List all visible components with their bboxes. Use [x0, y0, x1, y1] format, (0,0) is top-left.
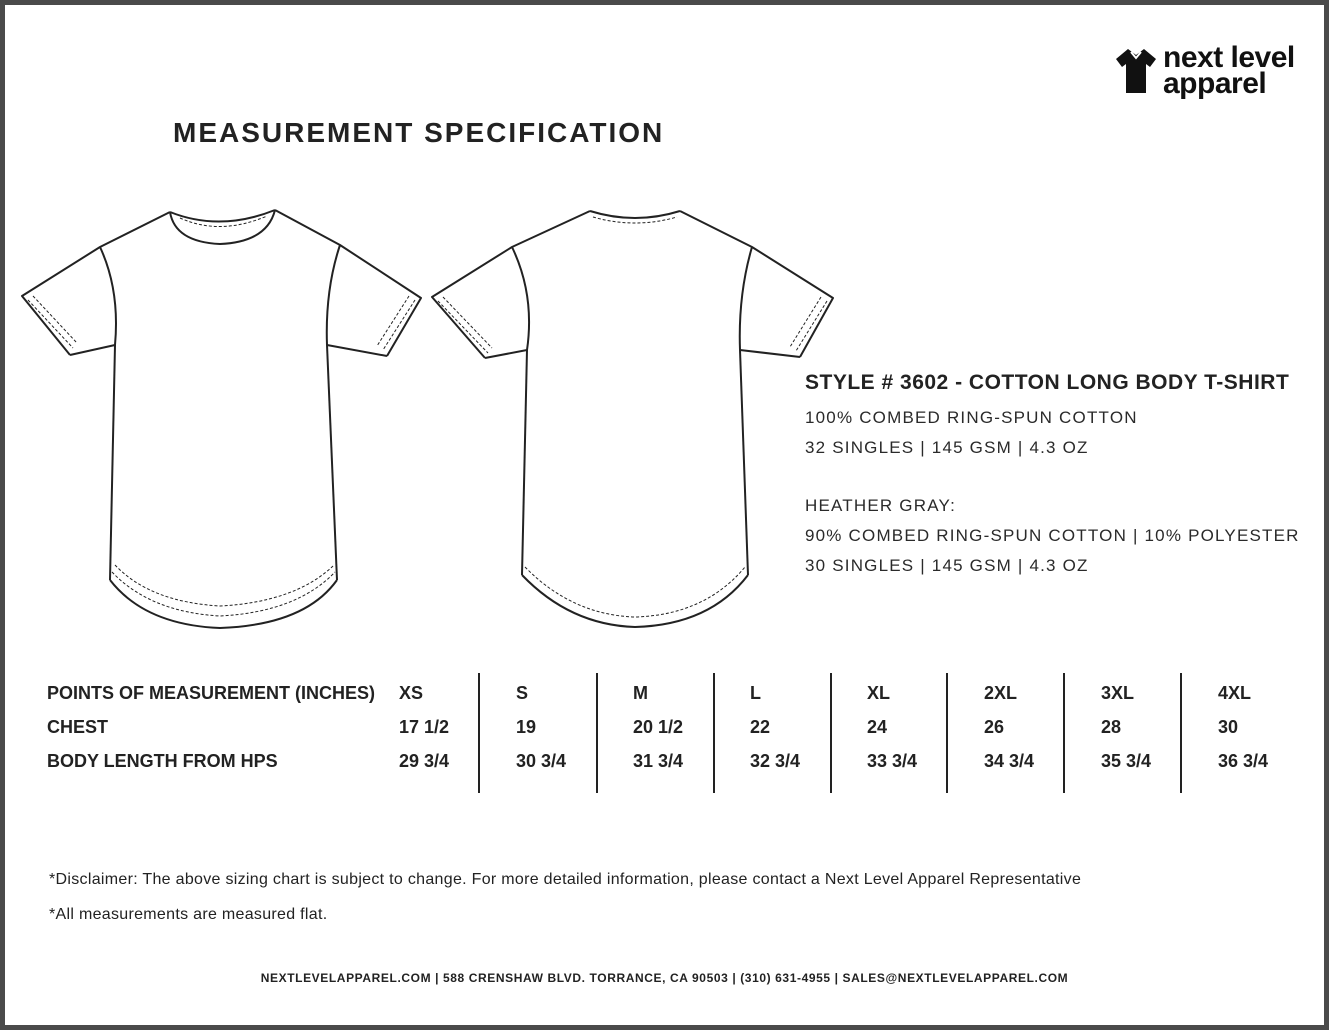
size-header: L: [750, 683, 761, 703]
body-length-value: 32 3/4: [750, 751, 801, 771]
body-length-value: 34 3/4: [984, 751, 1035, 771]
fabric-weight: 32 SINGLES | 145 GSM | 4.3 OZ: [805, 438, 1089, 457]
chest-value: 26: [984, 717, 1005, 737]
brand-logo: [1115, 41, 1315, 105]
chest-value: 19: [516, 717, 537, 737]
tshirt-back-illustration: [430, 205, 840, 635]
chest-value: 24: [867, 717, 888, 737]
brand-line-1: next level: [1163, 41, 1295, 74]
column-divider: [713, 673, 715, 793]
column-divider: [1063, 673, 1065, 793]
body-length-value: 29 3/4: [399, 751, 450, 771]
page-title: MEASUREMENT SPECIFICATION: [173, 117, 665, 148]
size-header: XL: [867, 683, 891, 703]
size-table: [47, 669, 1317, 794]
brand-wordmark: [1163, 41, 1295, 100]
heather-fabric-weight: 30 SINGLES | 145 GSM | 4.3 OZ: [805, 556, 1089, 575]
body-length-value: 35 3/4: [1101, 751, 1152, 771]
size-header: S: [516, 683, 529, 703]
brand-line-2: apparel: [1163, 67, 1267, 100]
column-divider: [1180, 673, 1182, 793]
body-length-value: 33 3/4: [867, 751, 918, 771]
size-header: 3XL: [1101, 683, 1135, 703]
size-header: M: [633, 683, 648, 703]
column-divider: [478, 673, 480, 793]
table-header-label: POINTS OF MEASUREMENT (INCHES): [47, 683, 376, 703]
chest-value: 17 1/2: [399, 717, 450, 737]
size-header: 2XL: [984, 683, 1018, 703]
heather-label: HEATHER GRAY:: [805, 496, 956, 515]
row-label-chest: CHEST: [47, 717, 109, 737]
size-header: XS: [399, 683, 424, 703]
chest-value: 20 1/2: [633, 717, 684, 737]
body-length-value: 36 3/4: [1218, 751, 1269, 771]
column-divider: [596, 673, 598, 793]
spec-sheet-page: [5, 5, 1324, 1025]
sizing-disclaimer: *Disclaimer: The above sizing chart is subject to change. For more detailed information, please contact a Next Level Apparel Representative: [49, 871, 1082, 888]
body-length-value: 31 3/4: [633, 751, 684, 771]
tshirt-front-illustration: [15, 200, 425, 640]
measurement-note: *All measurements are measured flat.: [49, 906, 328, 923]
fabric-content: 100% COMBED RING-SPUN COTTON: [805, 408, 1138, 427]
tshirt-logo-icon: [1115, 47, 1157, 95]
chest-value: 22: [750, 717, 771, 737]
body-length-value: 30 3/4: [516, 751, 567, 771]
chest-value: 30: [1218, 717, 1239, 737]
size-header: 4XL: [1218, 683, 1252, 703]
footer-contact: NEXTLEVELAPPAREL.COM | 588 CRENSHAW BLVD. TORRANCE, CA 90503 | (310) 631-4955 | SALES@NEXTLEVELAPPAREL.COM: [260, 971, 1069, 985]
heather-fabric-content: 90% COMBED RING-SPUN COTTON | 10% POLYESTER: [805, 526, 1300, 545]
chest-value: 28: [1101, 717, 1122, 737]
row-label-body-length: BODY LENGTH FROM HPS: [47, 751, 278, 771]
style-title: STYLE # 3602 - COTTON LONG BODY T-SHIRT: [805, 371, 1290, 394]
column-divider: [830, 673, 832, 793]
column-divider: [946, 673, 948, 793]
product-info: [805, 371, 1320, 581]
